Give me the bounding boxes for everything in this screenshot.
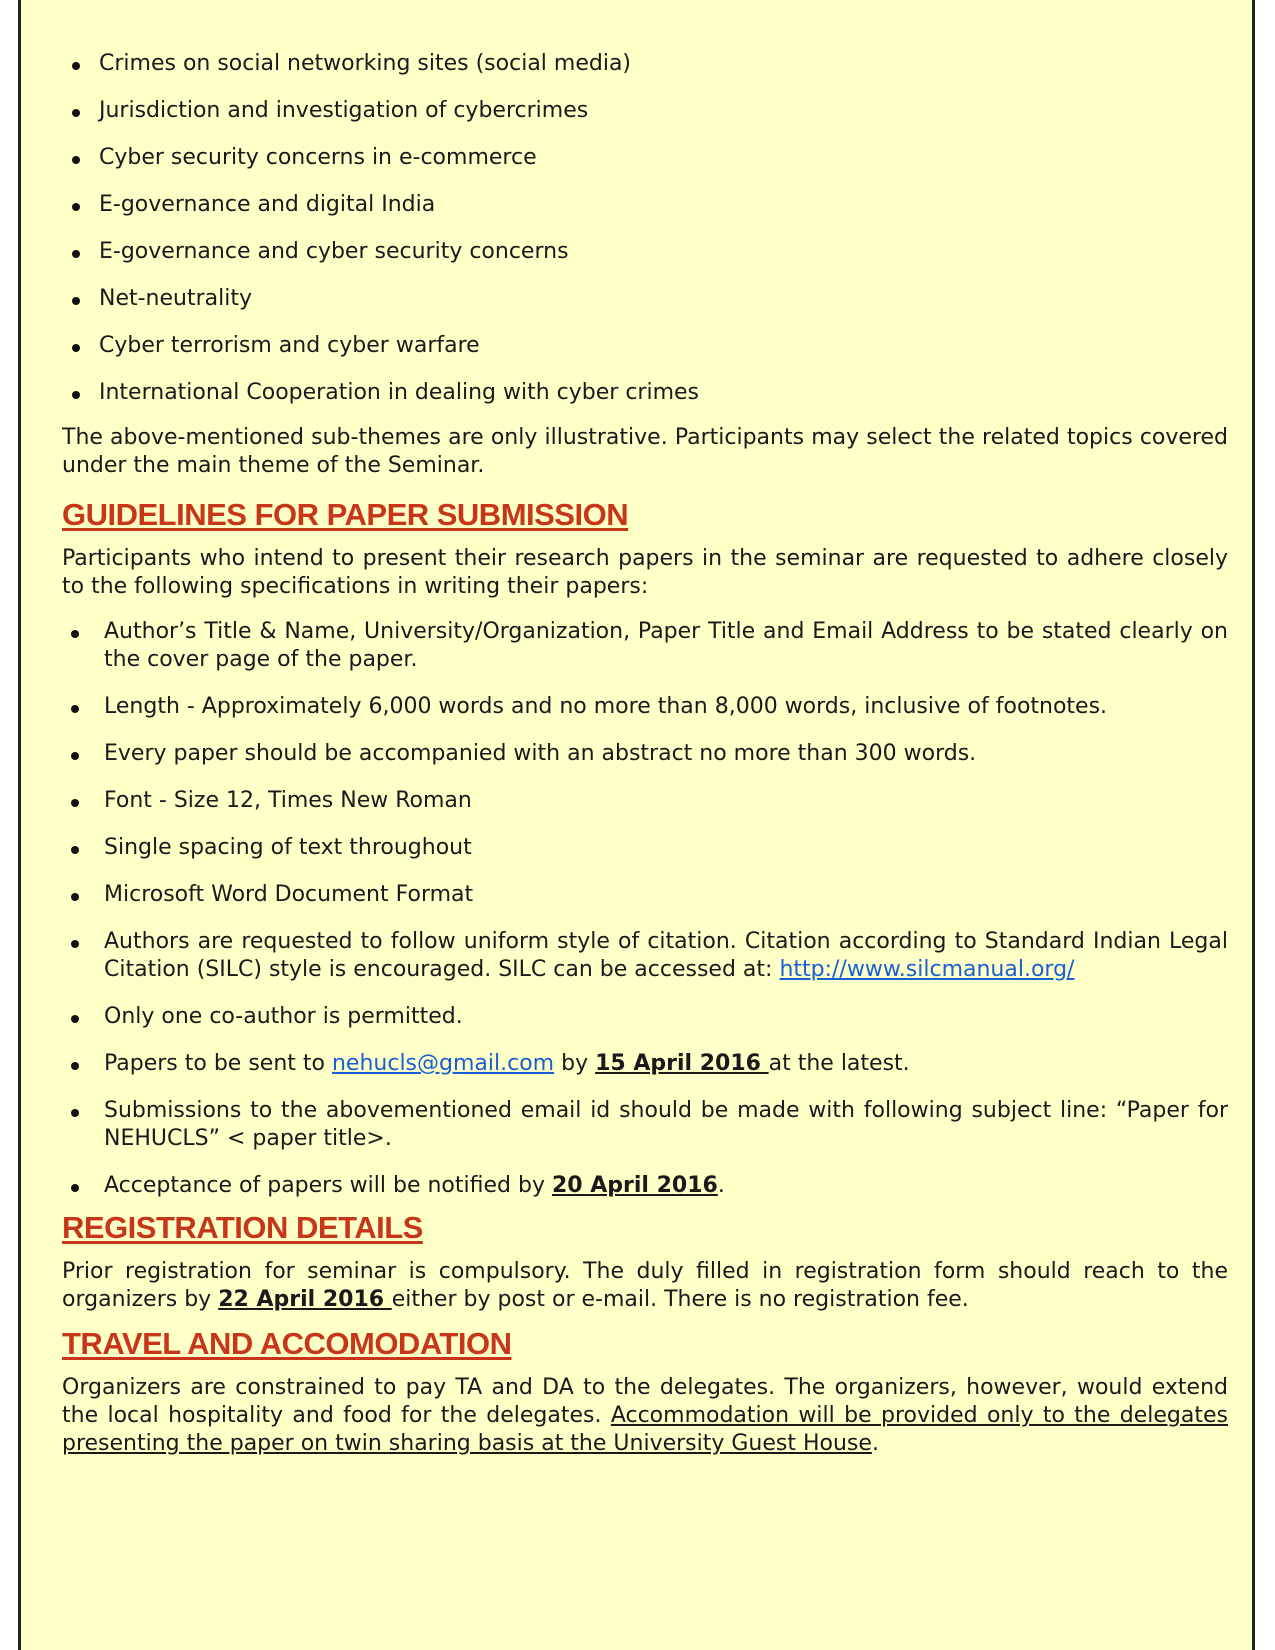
list-item: Every paper should be accompanied with an abstract no more than 300 words. (62, 740, 1228, 768)
list-item: E-governance and digital India (62, 191, 1228, 219)
list-item (62, 928, 1228, 984)
submission-deadline: 15 April 2016 (595, 1051, 769, 1076)
guidelines-heading: GUIDELINES FOR PAPER SUBMISSION (62, 497, 629, 532)
acceptance-date: 20 April 2016 (551, 1173, 718, 1198)
accept-prefix: Acceptance of papers will be notified by (104, 1173, 552, 1198)
list-item: Single spacing of text throughout (62, 834, 1228, 862)
travel-heading: TRAVEL AND ACCOMODATION (62, 1326, 512, 1361)
list-item: Crimes on social networking sites (social media) (62, 50, 1228, 78)
email-link[interactable]: nehucls@gmail.com (331, 1051, 555, 1076)
list-item: Jurisdiction and investigation of cybercrimes (62, 97, 1228, 125)
list-item: E-governance and cyber security concerns (62, 238, 1228, 266)
list-item: Net-neutrality (62, 285, 1228, 313)
list-item: Microsoft Word Document Format (62, 881, 1228, 909)
travel-end: . (871, 1431, 879, 1456)
subthemes-note: The above-mentioned sub-themes are only illustrative. Participants may select the related topics covered under the main theme of the Seminar. (62, 425, 1228, 478)
travel-main: Organizers are constrained to pay TA and DA to the delegates. The organizers, however, would extend the local hospitality and food for the delegates. (62, 1375, 1228, 1428)
list-item: Only one co-author is permitted. (62, 1003, 1228, 1031)
registration-prefix: Prior registration for seminar is compulsory. The duly filled in registration form should reach to the organizers by (62, 1259, 1228, 1312)
list-item (62, 1172, 1228, 1200)
subtheme-list (62, 50, 1228, 407)
list-item: Author’s Title & Name, University/Organization, Paper Title and Email Address to be stated clearly on the cover page of the paper. (62, 618, 1228, 674)
registration-suffix: either by post or e-mail. There is no registration fee. (391, 1287, 969, 1312)
guidelines-list (62, 618, 1228, 1200)
document-content (62, 50, 1228, 1458)
list-item: Cyber security concerns in e-commerce (62, 144, 1228, 172)
list-item: Submissions to the abovementioned email id should be made with following subject line: “Paper for NEHUCLS” < paper title>. (62, 1097, 1228, 1153)
guidelines-intro: Participants who intend to present their research papers in the seminar are requested to adhere closely to the following specifications in writing their papers: (62, 546, 1228, 599)
list-item: International Cooperation in dealing with cyber crimes (62, 379, 1228, 407)
silc-link[interactable]: http://www.silcmanual.org/ (779, 957, 1075, 982)
send-prefix: Papers to be sent to (104, 1051, 332, 1076)
send-mid: by (554, 1051, 596, 1076)
list-item: Length - Approximately 6,000 words and no more than 8,000 words, inclusive of footnotes. (62, 693, 1228, 721)
registration-heading: REGISTRATION DETAILS (62, 1210, 423, 1245)
send-suffix: at the latest. (768, 1051, 910, 1076)
accommodation-note: Accommodation will be provided only to the delegates presenting the paper on twin sharing basis at the University Guest House (62, 1403, 1228, 1456)
registration-deadline: 22 April 2016 (218, 1287, 392, 1312)
list-item: Font - Size 12, Times New Roman (62, 787, 1228, 815)
accept-suffix: . (717, 1173, 725, 1198)
list-item (62, 1050, 1228, 1078)
list-item: Cyber terrorism and cyber warfare (62, 332, 1228, 360)
travel-text (62, 1374, 1228, 1458)
registration-text (62, 1258, 1228, 1314)
citation-text: Authors are requested to follow uniform style of citation. Citation according to Standard Indian Legal Citation (SILC) style is encouraged. SILC can be accessed at: (104, 929, 1228, 982)
